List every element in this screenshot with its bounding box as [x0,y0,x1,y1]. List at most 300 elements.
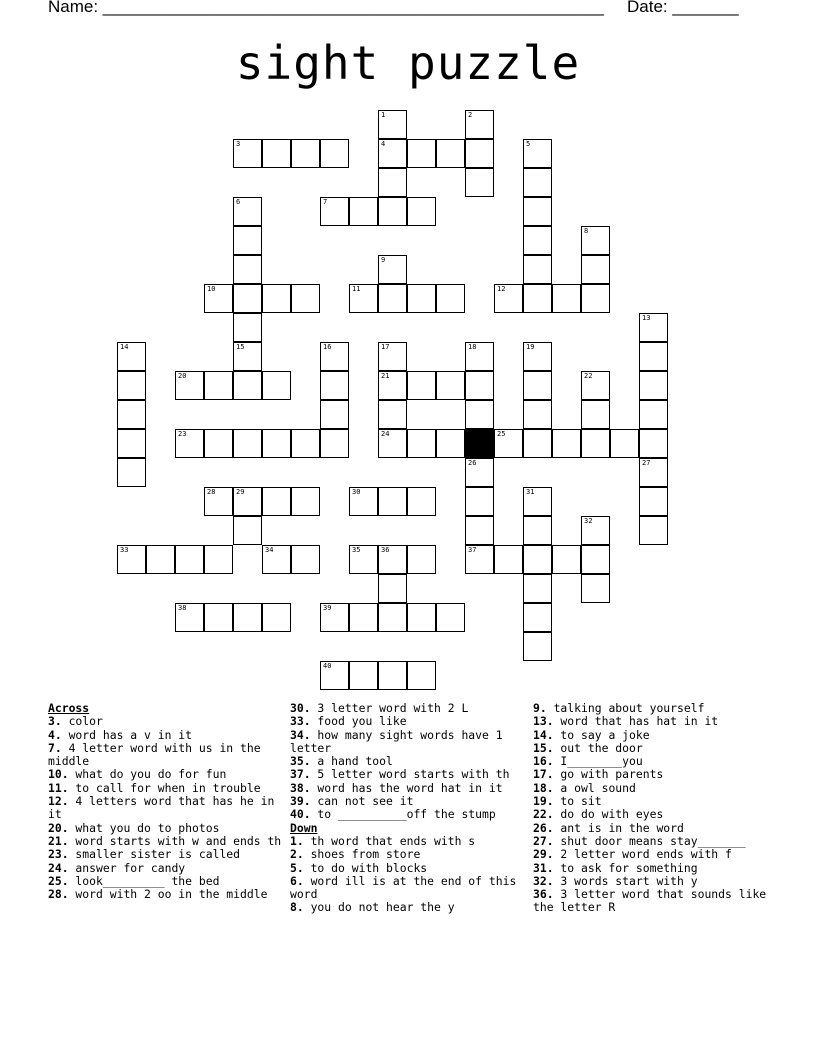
clue-number: 38 [178,604,187,612]
clue-item-text: to say a joke [553,727,650,742]
clue-number: 5 [526,140,531,148]
grid-cell[interactable] [291,545,320,574]
clue-item [533,782,773,795]
clue-item-number: 34. [290,727,311,742]
clue-item [533,862,773,875]
clue-item-number: 23. [48,847,69,862]
clue-number: 39 [323,604,332,612]
clue-item-text: ant is in the word [553,820,684,835]
clue-item-text: do do with eyes [553,807,664,822]
grid-cell[interactable] [320,342,349,371]
clue-item [533,755,773,768]
grid-cell[interactable] [552,284,581,313]
name-line: Name: _____________________________________________________ [48,0,604,16]
grid-cell[interactable] [378,110,407,139]
grid-cell[interactable] [349,487,378,516]
grid-cell[interactable] [117,371,146,400]
grid-cell[interactable] [233,516,262,545]
grid-cell[interactable] [407,197,436,226]
clue-item [48,875,283,888]
clue-item-text: I________you [553,754,643,769]
clue-number: 27 [642,459,651,467]
grid-cell[interactable] [233,313,262,342]
clue-number: 28 [207,488,216,496]
date-line: Date: _______ [627,0,739,16]
grid-cell[interactable] [523,400,552,429]
grid-cell[interactable] [639,458,668,487]
grid-cell[interactable] [436,603,465,632]
grid-cell[interactable] [175,371,204,400]
clue-item-number: 35. [290,754,311,769]
grid-cell[interactable] [378,342,407,371]
clue-item [290,848,530,861]
grid-cell[interactable] [523,139,552,168]
grid-cell[interactable] [523,168,552,197]
grid-cell[interactable] [204,603,233,632]
clue-item-text: to sit [553,794,602,809]
grid-cell[interactable] [320,429,349,458]
clue-column-1 [48,702,283,901]
grid-cell[interactable] [523,226,552,255]
clue-item-number: 15. [533,740,554,755]
grid-cell[interactable] [320,400,349,429]
grid-cell[interactable] [204,487,233,516]
grid-cell[interactable] [378,255,407,284]
clue-number: 25 [497,430,506,438]
clue-item-number: 20. [48,820,69,835]
clue-item-number: 14. [533,727,554,742]
clue-number: 15 [236,343,245,351]
grid-cell[interactable] [320,661,349,690]
grid-cell[interactable] [523,429,552,458]
grid-cell[interactable] [436,284,465,313]
clue-item-text: smaller sister is called [68,847,241,862]
grid-cell[interactable] [146,545,175,574]
grid-cell[interactable] [407,139,436,168]
grid-cell[interactable] [117,429,146,458]
clue-number: 7 [323,198,328,206]
clue-number: 22 [584,372,593,380]
grid-cell[interactable] [407,284,436,313]
grid-cell[interactable] [233,487,262,516]
clue-number: 14 [120,343,129,351]
grid-cell[interactable] [581,400,610,429]
grid-cell[interactable] [465,516,494,545]
clue-item [533,729,773,742]
clue-item-number: 6. [290,873,304,888]
clue-item [290,768,530,781]
grid-cell[interactable] [552,429,581,458]
clue-item-text: 3 letter word that sounds like the letter R [533,887,767,915]
grid-cell[interactable] [233,603,262,632]
grid-cell[interactable] [320,139,349,168]
clue-item [290,715,530,728]
clue-item [533,702,773,715]
grid-cell[interactable] [233,371,262,400]
clue-item-text: 3 letter word with 2 L [310,701,469,715]
grid-cell[interactable] [523,371,552,400]
clue-item-number: 5. [290,860,304,875]
grid-cell[interactable] [639,342,668,371]
clue-item-number: 26. [533,820,554,835]
clue-item-number: 21. [48,833,69,848]
grid-cell[interactable] [523,516,552,545]
clue-number: 34 [265,546,274,554]
clue-item-text: talking about yourself [546,701,705,715]
clue-number: 3 [236,140,241,148]
grid-cell[interactable] [523,603,552,632]
clue-item [533,768,773,781]
clue-item [48,782,283,795]
clue-item-text: answer for candy [68,860,186,875]
grid-cell[interactable] [523,632,552,661]
grid-cell[interactable] [233,139,262,168]
clue-item-text: word has the word hat in it [310,780,503,795]
clue-item [290,755,530,768]
grid-cell[interactable] [349,545,378,574]
clue-item [48,768,283,781]
clue-item [533,808,773,821]
grid-cell[interactable] [320,371,349,400]
grid-cell[interactable] [523,545,552,574]
grid-cell[interactable] [581,371,610,400]
grid-cell[interactable] [349,284,378,313]
clue-item-number: 30. [290,701,311,715]
grid-cell[interactable] [523,255,552,284]
clue-number: 1 [381,111,386,119]
clue-item-number: 33. [290,714,311,729]
grid-cell[interactable] [378,371,407,400]
clue-number: 29 [236,488,245,496]
clue-item-number: 24. [48,860,69,875]
clue-column-2 [290,702,530,915]
clue-item-number: 8. [290,900,304,915]
grid-cell[interactable] [233,255,262,284]
grid-cell[interactable] [262,429,291,458]
clue-item-number: 27. [533,833,554,848]
grid-cell[interactable] [378,574,407,603]
grid-cell[interactable] [349,661,378,690]
grid-cell[interactable] [581,226,610,255]
clue-item [533,848,773,861]
clue-item-number: 9. [533,701,547,715]
clue-number: 26 [468,459,477,467]
clue-number: 40 [323,662,332,670]
clue-column-3 [533,702,773,915]
clue-item-text: 2 letter word ends with f [553,847,732,862]
clue-number: 20 [178,372,187,380]
clue-item [533,875,773,888]
clue-item-number: 39. [290,794,311,809]
clue-item-text: color [61,714,103,729]
clue-number: 33 [120,546,129,554]
clue-item-number: 7. [48,740,62,755]
clue-item-text: you do not hear the y [303,900,455,915]
clue-number: 8 [584,227,589,235]
grid-cell[interactable] [117,545,146,574]
grid-cell[interactable] [494,284,523,313]
grid-cell[interactable] [378,661,407,690]
clue-item-number: 29. [533,847,554,862]
clue-number: 18 [468,343,477,351]
grid-cell[interactable] [523,197,552,226]
grid-cell[interactable] [320,603,349,632]
grid-cell[interactable] [465,110,494,139]
grid-cell[interactable] [639,516,668,545]
clue-item-number: 12. [48,794,69,809]
grid-cell[interactable] [523,574,552,603]
grid-cell[interactable] [465,458,494,487]
grid-cell[interactable] [320,197,349,226]
grid-cell[interactable] [378,603,407,632]
clue-item [533,715,773,728]
clue-number: 12 [497,285,506,293]
grid-cell[interactable] [436,429,465,458]
grid-cell[interactable] [581,429,610,458]
clue-number: 19 [526,343,535,351]
clue-item [290,862,530,875]
clue-item-text: 4 letter word with us in the middle [48,740,261,769]
clue-number: 6 [236,198,241,206]
grid-cell[interactable] [204,371,233,400]
grid-cell[interactable] [233,226,262,255]
clue-item [290,795,530,808]
grid-cell[interactable] [204,284,233,313]
clue-number: 11 [352,285,361,293]
grid-cell[interactable] [465,139,494,168]
grid-cell[interactable] [639,487,668,516]
grid-cell[interactable] [262,371,291,400]
clue-number: 2 [468,111,473,119]
clue-item-text: to ask for something [553,860,698,875]
grid-cell[interactable] [407,661,436,690]
clue-number: 23 [178,430,187,438]
grid-cell[interactable] [233,342,262,371]
clue-item-number: 22. [533,807,554,822]
clue-number: 16 [323,343,332,351]
grid-cell[interactable] [204,545,233,574]
grid-cell[interactable] [175,429,204,458]
clue-number: 37 [468,546,477,554]
clue-number: 35 [352,546,361,554]
grid-cell[interactable] [407,429,436,458]
grid-cell[interactable] [494,429,523,458]
clue-item-text: to call for when in trouble [68,780,261,795]
grid-cell[interactable] [639,429,668,458]
clue-item-text: 5 letter word starts with th [310,767,510,782]
clue-item-text: a hand tool [310,754,393,769]
clue-item [290,729,530,756]
clue-item [533,822,773,835]
grid-cell[interactable] [378,545,407,574]
grid-cell[interactable] [378,284,407,313]
clue-item-number: 38. [290,780,311,795]
grid-cell[interactable] [378,139,407,168]
clue-item-number: 18. [533,780,554,795]
clue-item-text: food you like [310,714,407,729]
clue-item [48,715,283,728]
grid-cell[interactable] [610,429,639,458]
clue-number: 24 [381,430,390,438]
grid-cell[interactable] [291,284,320,313]
grid-cell[interactable] [494,545,523,574]
clue-item-number: 10. [48,767,69,782]
clue-item-text: to do with blocks [303,860,428,875]
grid-cell[interactable] [639,313,668,342]
grid-cell[interactable] [436,371,465,400]
grid-cell[interactable] [233,429,262,458]
grid-cell[interactable] [523,342,552,371]
clue-item-text: look_________ the bed [68,873,220,888]
clue-item [48,822,283,835]
clue-item [48,742,283,769]
clue-item-text: shut door means stay_______ [553,833,746,848]
grid-cell[interactable] [262,545,291,574]
clue-item-number: 11. [48,780,69,795]
clue-item-text: how many sight words have 1 letter [290,727,503,755]
clue-item-number: 2. [290,847,304,862]
clue-item-text: th word that ends with s [303,833,476,848]
grid-cell[interactable] [378,168,407,197]
grid-cell[interactable] [639,400,668,429]
clue-number: 17 [381,343,390,351]
grid-cell[interactable] [465,487,494,516]
clue-number: 21 [381,372,390,380]
clue-item [290,875,530,902]
clue-number: 10 [207,285,216,293]
grid-cell[interactable] [117,342,146,371]
down-heading: Down [290,820,318,835]
grid-cell[interactable] [465,371,494,400]
clue-item-text: what you do to photos [68,820,220,835]
clue-number: 4 [381,140,386,148]
grid-cell[interactable] [465,342,494,371]
grid-cell[interactable] [233,197,262,226]
clue-number: 9 [381,256,386,264]
grid-cell[interactable] [407,487,436,516]
clue-item [533,795,773,808]
clue-item [290,782,530,795]
clue-item [48,795,283,822]
clue-item-text: a owl sound [553,780,636,795]
grid-cell[interactable] [407,545,436,574]
grid-cell[interactable] [581,574,610,603]
grid-cell[interactable] [465,545,494,574]
grid-cell[interactable] [291,487,320,516]
grid-cell[interactable] [581,545,610,574]
clue-item-text: word that has hat in it [553,714,719,729]
grid-cell[interactable] [639,371,668,400]
clue-item [48,848,283,861]
clue-item-text: 4 letters word that has he in it [48,794,275,822]
clue-item-number: 36. [533,887,554,902]
grid-cell[interactable] [117,458,146,487]
clue-item [48,729,283,742]
grid-cell[interactable] [581,284,610,313]
grid-cell[interactable] [378,429,407,458]
grid-cell[interactable] [117,400,146,429]
clue-item-number: 28. [48,887,69,902]
grid-cell[interactable] [407,371,436,400]
grid-cell[interactable] [436,139,465,168]
grid-cell[interactable] [407,603,436,632]
clue-number: 30 [352,488,361,496]
grid-cell[interactable] [581,516,610,545]
grid-cell[interactable] [291,139,320,168]
clue-item-number: 31. [533,860,554,875]
clue-item-number: 1. [290,833,304,848]
grid-cell[interactable] [349,603,378,632]
grid-cell[interactable] [523,284,552,313]
clue-item-text: word with 2 oo in the middle [68,887,268,902]
clue-item-text: go with parents [553,767,664,782]
grid-cell[interactable] [378,487,407,516]
grid-cell[interactable] [262,487,291,516]
clue-item-text: 3 words start with y [553,873,698,888]
clue-item [533,742,773,755]
grid-cell[interactable] [262,139,291,168]
clue-item [533,835,773,848]
clue-item-number: 17. [533,767,554,782]
grid-cell[interactable] [465,168,494,197]
clue-item-number: 4. [48,727,62,742]
grid-cell[interactable] [465,400,494,429]
clue-item-number: 40. [290,807,311,822]
clue-item-number: 32. [533,873,554,888]
grid-cell[interactable] [552,545,581,574]
across-heading: Across [48,701,90,715]
clue-item-number: 16. [533,754,554,769]
grid-cell[interactable] [262,603,291,632]
clue-item [290,835,530,848]
grid-cell[interactable] [349,197,378,226]
clue-item-text: what do you do for fun [68,767,227,782]
clue-number: 36 [381,546,390,554]
clue-item-number: 25. [48,873,69,888]
grid-cell[interactable] [378,400,407,429]
grid-cell[interactable] [291,429,320,458]
grid-cell[interactable] [233,284,262,313]
clue-number: 32 [584,517,593,525]
clue-item [290,702,530,715]
clue-item-number: 3. [48,714,62,729]
clue-item-number: 13. [533,714,554,729]
grid-cell[interactable] [262,284,291,313]
clue-number: 31 [526,488,535,496]
clue-item [290,808,530,821]
black-cell [465,429,494,458]
grid-cell[interactable] [175,545,204,574]
grid-cell[interactable] [581,255,610,284]
clue-item-number: 37. [290,767,311,782]
clue-item [48,862,283,875]
grid-cell[interactable] [204,429,233,458]
clue-item [290,901,530,914]
clue-item [48,835,283,848]
grid-cell[interactable] [175,603,204,632]
clue-item-text: out the door [553,740,643,755]
clue-item [533,888,773,915]
grid-cell[interactable] [378,197,407,226]
clue-number: 13 [642,314,651,322]
clue-item-text: to __________off the stump [310,807,496,822]
clue-item-text: can not see it [310,794,414,809]
grid-cell[interactable] [523,487,552,516]
clue-item-text: word starts with w and ends th [68,833,282,848]
puzzle-title: sight puzzle [235,36,581,90]
clue-item-number: 19. [533,794,554,809]
clue-item-text: word ill is at the end of this word [290,873,517,902]
